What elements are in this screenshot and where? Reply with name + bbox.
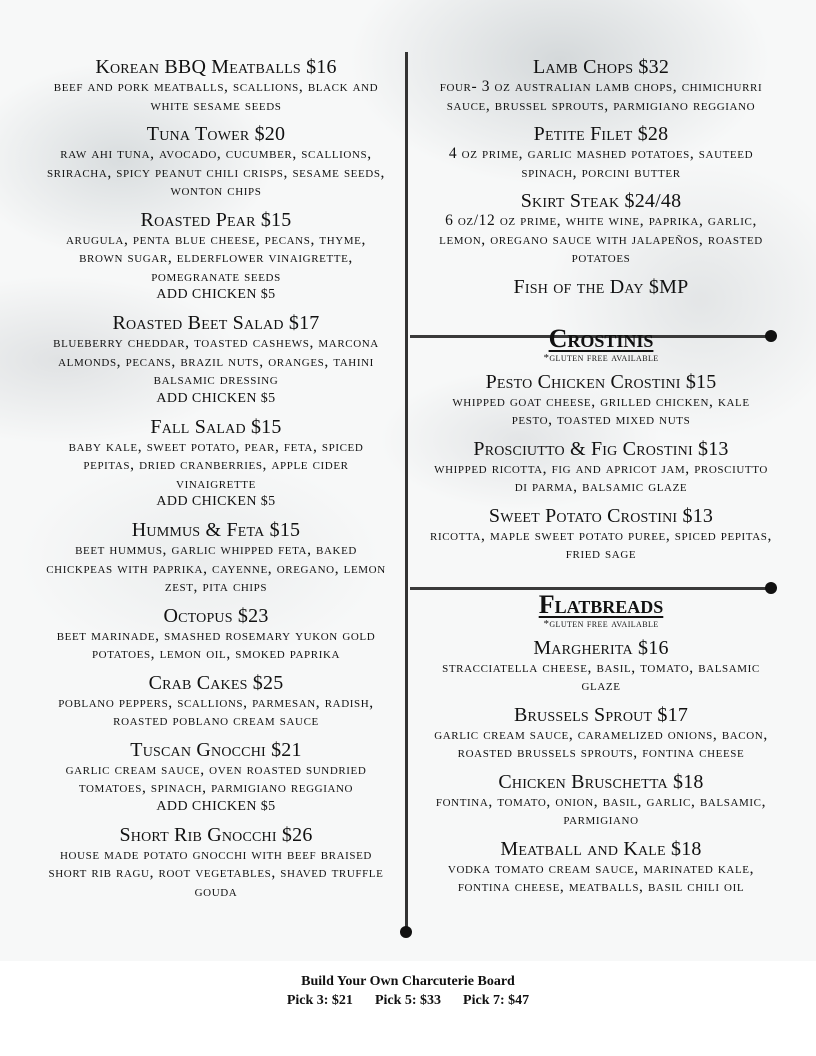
crostinis-section xyxy=(430,323,772,564)
divider-end-dot xyxy=(400,926,412,938)
item-description: house made potato gnocchi with beef braised short rib ragu, root vegetables, shaved truffle gouda xyxy=(48,845,384,900)
item-name: Lamb Chops $32 xyxy=(532,56,670,78)
item-name: Hummus & Feta $15 xyxy=(131,519,301,541)
item-name: Roasted Beet Salad $17 xyxy=(112,312,320,334)
item-name: Sweet Potato Crostini $13 xyxy=(488,504,714,527)
item-description: baby kale, sweet potato, pear, feta, spiced pepitas, dried cranberries, apple cider vinaigrette xyxy=(68,437,364,492)
right-column xyxy=(430,56,772,905)
item-description: 6 oz/12 oz prime, white wine, paprika, garlic, lemon, oregano sauce with jalapeños, roasted potatoes xyxy=(439,212,763,266)
item-description: arugula, penta blue cheese, pecans, thyme, brown sugar, elderflower vinaigrette, pomegranate seeds xyxy=(66,230,366,285)
item-name: Crab Cakes $25 xyxy=(148,671,284,694)
section-title: Flatbreads xyxy=(538,589,664,619)
menu-item xyxy=(42,519,390,597)
menu-item xyxy=(430,123,772,182)
item-name: Fish of the Day $MP xyxy=(513,275,689,298)
item-addon: ADD CHICKEN $5 xyxy=(156,798,276,814)
item-name: Tuscan Gnocchi $21 xyxy=(130,738,302,761)
left-column xyxy=(42,56,390,909)
item-description: four- 3 oz australian lamb chops, chimichurri sauce, brussel sprouts, parmigiano reggiano xyxy=(439,78,763,114)
menu-item xyxy=(430,704,772,763)
item-name: Korean BBQ Meatballs $16 xyxy=(95,56,337,78)
item-description: beet marinade, smashed rosemary yukon gold potatoes, lemon oil, smoked paprika xyxy=(56,626,376,662)
item-description: beef and pork meatballs, scallions, black and white sesame seeds xyxy=(53,78,379,114)
price-option: Pick 7: $47 xyxy=(463,993,530,1008)
item-description: beet hummus, garlic whipped feta, baked chickpeas with paprika, cayenne, oregano, lemon zest, pita chips xyxy=(46,541,386,595)
item-description: ricotta, maple sweet potato puree, spiced pepitas, fried sage xyxy=(430,526,772,562)
menu-item xyxy=(42,209,390,305)
footer-prices xyxy=(0,991,816,1010)
menu-item xyxy=(42,739,390,816)
menu-item xyxy=(430,771,772,830)
item-name: Pesto Chicken Crostini $15 xyxy=(485,370,717,393)
item-name: Short Rib Gnocchi $26 xyxy=(119,823,313,846)
item-description: vodka tomato cream sauce, marinated kale, fontina cheese, meatballs, basil chili oil xyxy=(447,859,755,895)
menu-item xyxy=(42,605,390,664)
item-description: whipped ricotta, fig and apricot jam, prosciutto di parma, balsamic glaze xyxy=(434,459,768,495)
menu-item xyxy=(42,416,390,512)
item-name: Margherita $16 xyxy=(533,636,669,659)
section-title: Crostinis xyxy=(548,323,654,353)
item-description: raw ahi tuna, avocado, cucumber, scallions, sriracha, spicy peanut chili crisps, sesame seeds, wonton chips xyxy=(46,145,386,199)
menu-item xyxy=(430,56,772,115)
vertical-divider xyxy=(405,52,408,932)
item-name: Meatball and Kale $18 xyxy=(500,837,702,860)
menu-item xyxy=(430,637,772,696)
item-description: garlic cream sauce, oven roasted sundried tomatoes, spinach, parmigiano reggiano xyxy=(65,760,367,796)
section-note: *gluten free available xyxy=(543,351,659,364)
item-name: Chicken Bruschetta $18 xyxy=(498,770,704,793)
item-description: whipped goat cheese, grilled chicken, kale pesto, toasted mixed nuts xyxy=(452,392,750,428)
menu-item xyxy=(42,672,390,731)
item-name: Brussels Sprout $17 xyxy=(513,703,689,726)
item-name: Prosciutto & Fig Crostini $13 xyxy=(473,437,729,460)
menu-item xyxy=(42,312,390,408)
menu-item xyxy=(430,838,772,897)
item-name: Skirt Steak $24/48 xyxy=(520,190,682,212)
item-name: Roasted Pear $15 xyxy=(140,208,292,231)
charcuterie-footer xyxy=(0,972,816,1010)
menu-item xyxy=(42,123,390,201)
item-name: Tuna Tower $20 xyxy=(146,123,286,145)
item-description: poblano peppers, scallions, parmesan, radish, roasted poblano cream sauce xyxy=(58,693,374,729)
price-option: Pick 3: $21 xyxy=(286,993,353,1008)
item-addon: ADD CHICKEN $5 xyxy=(156,390,276,406)
price-option: Pick 5: $33 xyxy=(374,993,442,1008)
menu-item xyxy=(430,505,772,564)
menu-item xyxy=(42,56,390,115)
footer-title: Build Your Own Charcuterie Board xyxy=(301,974,515,989)
menu-item xyxy=(430,276,772,298)
item-addon: ADD CHICKEN $5 xyxy=(156,287,276,302)
item-description: fontina, tomato, onion, basil, garlic, balsamic, parmigiano xyxy=(435,792,767,828)
item-addon: ADD CHICKEN $5 xyxy=(156,494,276,509)
menu-item xyxy=(430,190,772,268)
flatbreads-section xyxy=(430,589,772,897)
item-name: Fall Salad $15 xyxy=(150,415,282,438)
menu-item xyxy=(42,824,390,902)
item-description: 4 oz prime, garlic mashed potatoes, sauteed spinach, porcini butter xyxy=(448,145,754,181)
menu-item xyxy=(430,371,772,430)
section-note: *gluten free available xyxy=(543,617,659,630)
item-description: stracciatella cheese, basil, tomato, balsamic glaze xyxy=(442,658,760,694)
item-name: Octopus $23 xyxy=(163,604,269,627)
item-description: blueberry cheddar, toasted cashews, marcona almonds, pecans, brazil nuts, oranges, tahini balsamic dressing xyxy=(53,334,379,388)
item-description: garlic cream sauce, caramelized onions, bacon, roasted brussels sprouts, fontina cheese xyxy=(434,725,768,761)
item-name: Petite Filet $28 xyxy=(533,123,669,145)
menu-item xyxy=(430,438,772,497)
